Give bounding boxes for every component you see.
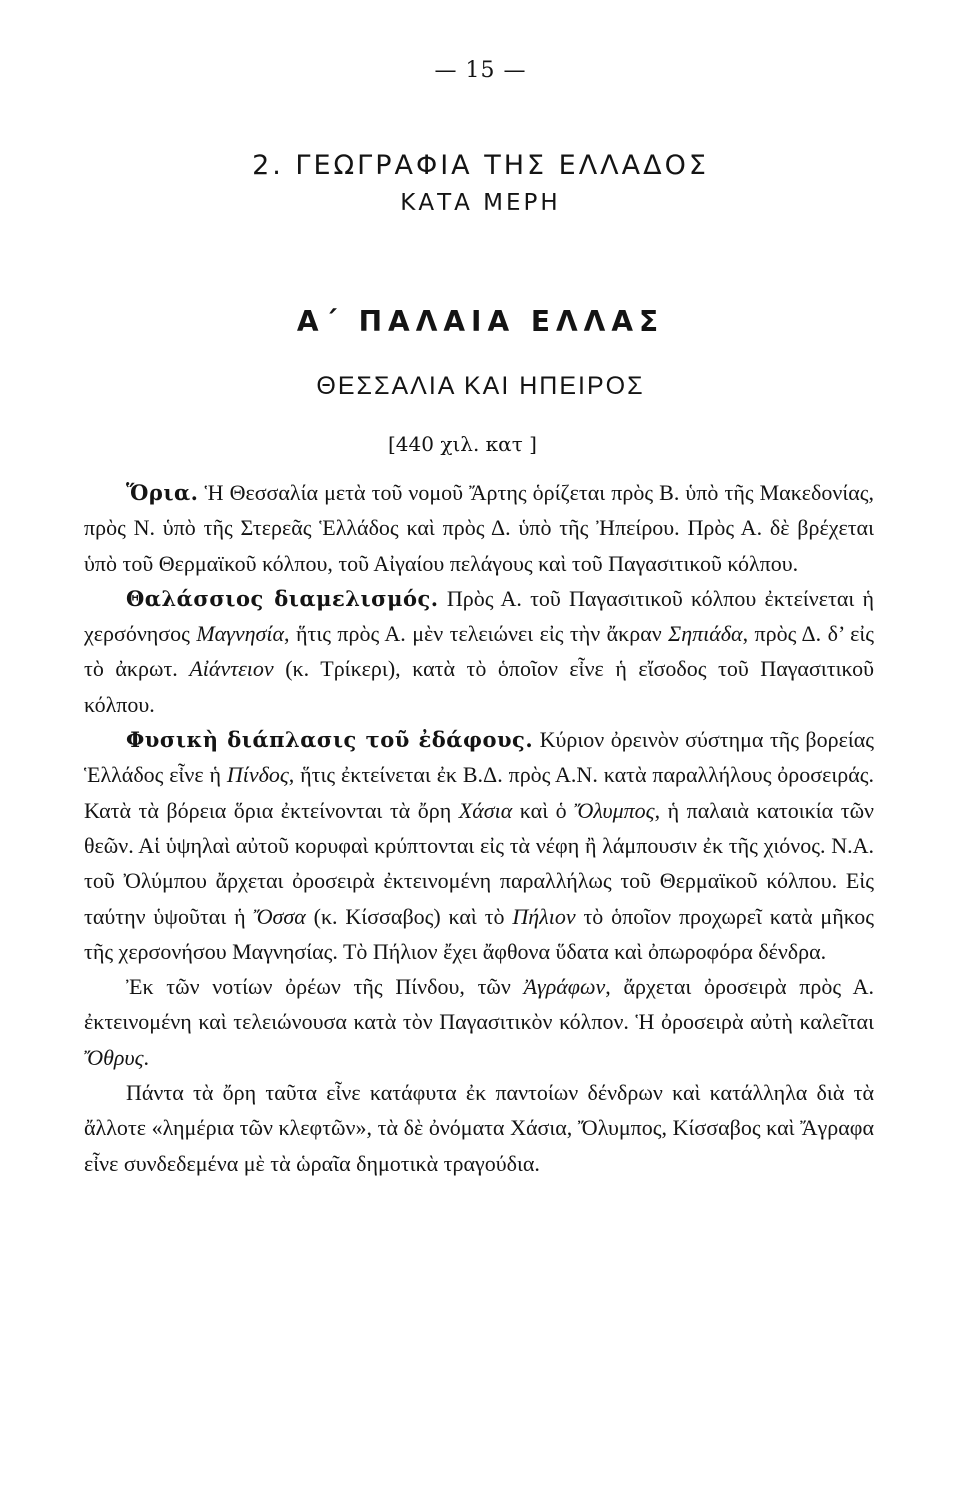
italic-term: Πίνδος	[226, 762, 289, 788]
paragraph-relief	[84, 722, 874, 969]
chapter-subheading: ΚΑΤΑ ΜΕΡΗ	[400, 190, 561, 216]
text-run: Κύριον ὀρεινὸν σύστημα τῆς βορείας Ἑλλάδος εἶνε ἡ	[84, 727, 874, 788]
text-run: , πρὸς Δ. δ’ εἰς τὸ ἀκρωτ.	[84, 621, 874, 682]
part-heading: Α΄ ΠΑΛΑΙΑ ΕΛΛΑΣ	[296, 305, 665, 338]
paragraph-borders	[84, 475, 874, 581]
text-run: , ἡ παλαιὰ κατοικία τῶν θεῶν. Αἱ ὑψηλαὶ αὐτοῦ κορυφαὶ κρύπτονται εἰς τὰ νέφη ἢ λάμπουσιν ἐκ τῆς χιόνος. Ν.Α. τοῦ Ὀλύμπου ἄρχεται ὀροσειρὰ ἐκτεινομένη παραλλήλως τοῦ Θερμαϊκοῦ κόλπου. Εἰς ταύτην ὑψοῦται ἡ	[84, 797, 874, 929]
section-title-coastline: Θαλάσσιος διαμελισμός.	[126, 585, 439, 611]
text-run: τὸ ὁποῖον προχωρεῖ κατὰ μῆκος τῆς χερσονήσου Μαγνησίας. Τὸ Πήλιον ἔχει ἄφθονα ὕδατα καὶ ὀπωροφόρα δένδρα.	[84, 903, 875, 964]
italic-term: Χάσια	[458, 797, 513, 823]
text-run: , ἄρχεται ὀροσειρὰ πρὸς Α. ἐκτεινομένη καὶ τελειώνουσα κατὰ τὸν Παγασιτικὸν κόλπον. Ἡ ὀροσειρὰ αὐτὴ καλεῖται	[84, 974, 874, 1035]
italic-term: Ἀγράφων	[523, 974, 606, 1000]
text-run: .	[143, 1044, 150, 1070]
text-run: καὶ ὁ	[512, 797, 575, 823]
paragraph-othrys	[84, 969, 874, 1075]
paragraph-coastline	[84, 581, 874, 722]
section-title-borders: Ὅρια.	[126, 480, 199, 505]
italic-term: Αἰάντειον	[189, 656, 274, 682]
chapter-heading: 2. ΓΕΩΓΡΑΦΙΑ ΤΗΣ ΕΛΛΑΔΟΣ	[252, 150, 709, 181]
body-text	[84, 475, 874, 1181]
italic-term: Ὄθρυς	[84, 1044, 144, 1070]
italic-term: Πήλιον	[512, 903, 576, 929]
italic-term: Μαγνησία	[196, 621, 285, 647]
text-run: , ἥτις ἐκτείνεται ἐκ Β.Δ. πρὸς Α.Ν. κατὰ παραλλήλους ὀροσειράς. Κατὰ τὰ βόρεια ὅρια ἐκτείνονται τὰ ὄρη	[84, 762, 874, 823]
paragraph-forests	[84, 1075, 874, 1181]
region-heading: ΘΕΣΣΑΛΙΑ ΚΑΙ ΗΠΕΙΡΟΣ	[316, 372, 645, 400]
text-run: Πάντα τὰ ὄρη ταῦτα εἶνε κατάφυτα ἐκ παντοίων δένδρων καὶ κατάλληλα διὰ τὰ ἄλλοτε «λημέρια τῶν κλεφτῶν», τὰ δὲ ὀνόματα Χάσια, Ὄλυμπος, Κίσσαβος καὶ Ἄγραφα εἶνε συνδεδεμένα μὲ τὰ ὡραῖα δημοτικὰ τραγούδια.	[84, 1080, 874, 1176]
italic-term: Ὄσσα	[253, 903, 306, 929]
area-note: [440 χιλ. κατ ]	[388, 432, 537, 456]
text-run: Ἐκ τῶν νοτίων ὀρέων τῆς Πίνδου, τῶν	[126, 974, 524, 1000]
text-run: Ἡ Θεσσαλία μετὰ τοῦ νομοῦ Ἄρτης ὁρίζεται πρὸς Β. ὑπὸ τῆς Μακεδονίας, πρὸς Ν. ὑπὸ τῆς Στερεᾶς Ἑλλάδος καὶ πρὸς Δ. ὑπὸ τῆς Ἠπείρου. Πρὸς Α. δὲ βρέχεται ὑπὸ τοῦ Θερμαϊκοῦ κόλπου, τοῦ Αἰγαίου πελάγους καὶ τοῦ Παγασιτικοῦ κόλπου.	[84, 480, 874, 576]
text-run: Πρὸς Α. τοῦ Παγασιτικοῦ κόλπου ἐκτείνεται ἡ χερσόνησος	[84, 585, 875, 647]
section-title-relief: Φυσικὴ διάπλασις τοῦ ἐδάφους.	[126, 727, 534, 753]
italic-term: Ὄλυμπος	[574, 797, 655, 823]
page-number: — 15 —	[434, 58, 527, 83]
italic-term: Σηπιάδα	[668, 621, 743, 647]
text-run: , ἥτις πρὸς Α. μὲν τελειώνει εἰς τὴν ἄκραν	[284, 621, 669, 647]
text-run: (κ. Τρίκερι), κατὰ τὸ ὁποῖον εἶνε ἡ εἴσοδος τοῦ Παγασιτικοῦ κόλπου.	[84, 656, 874, 717]
text-run: (κ. Κίσσαβος) καὶ τὸ	[305, 903, 513, 929]
